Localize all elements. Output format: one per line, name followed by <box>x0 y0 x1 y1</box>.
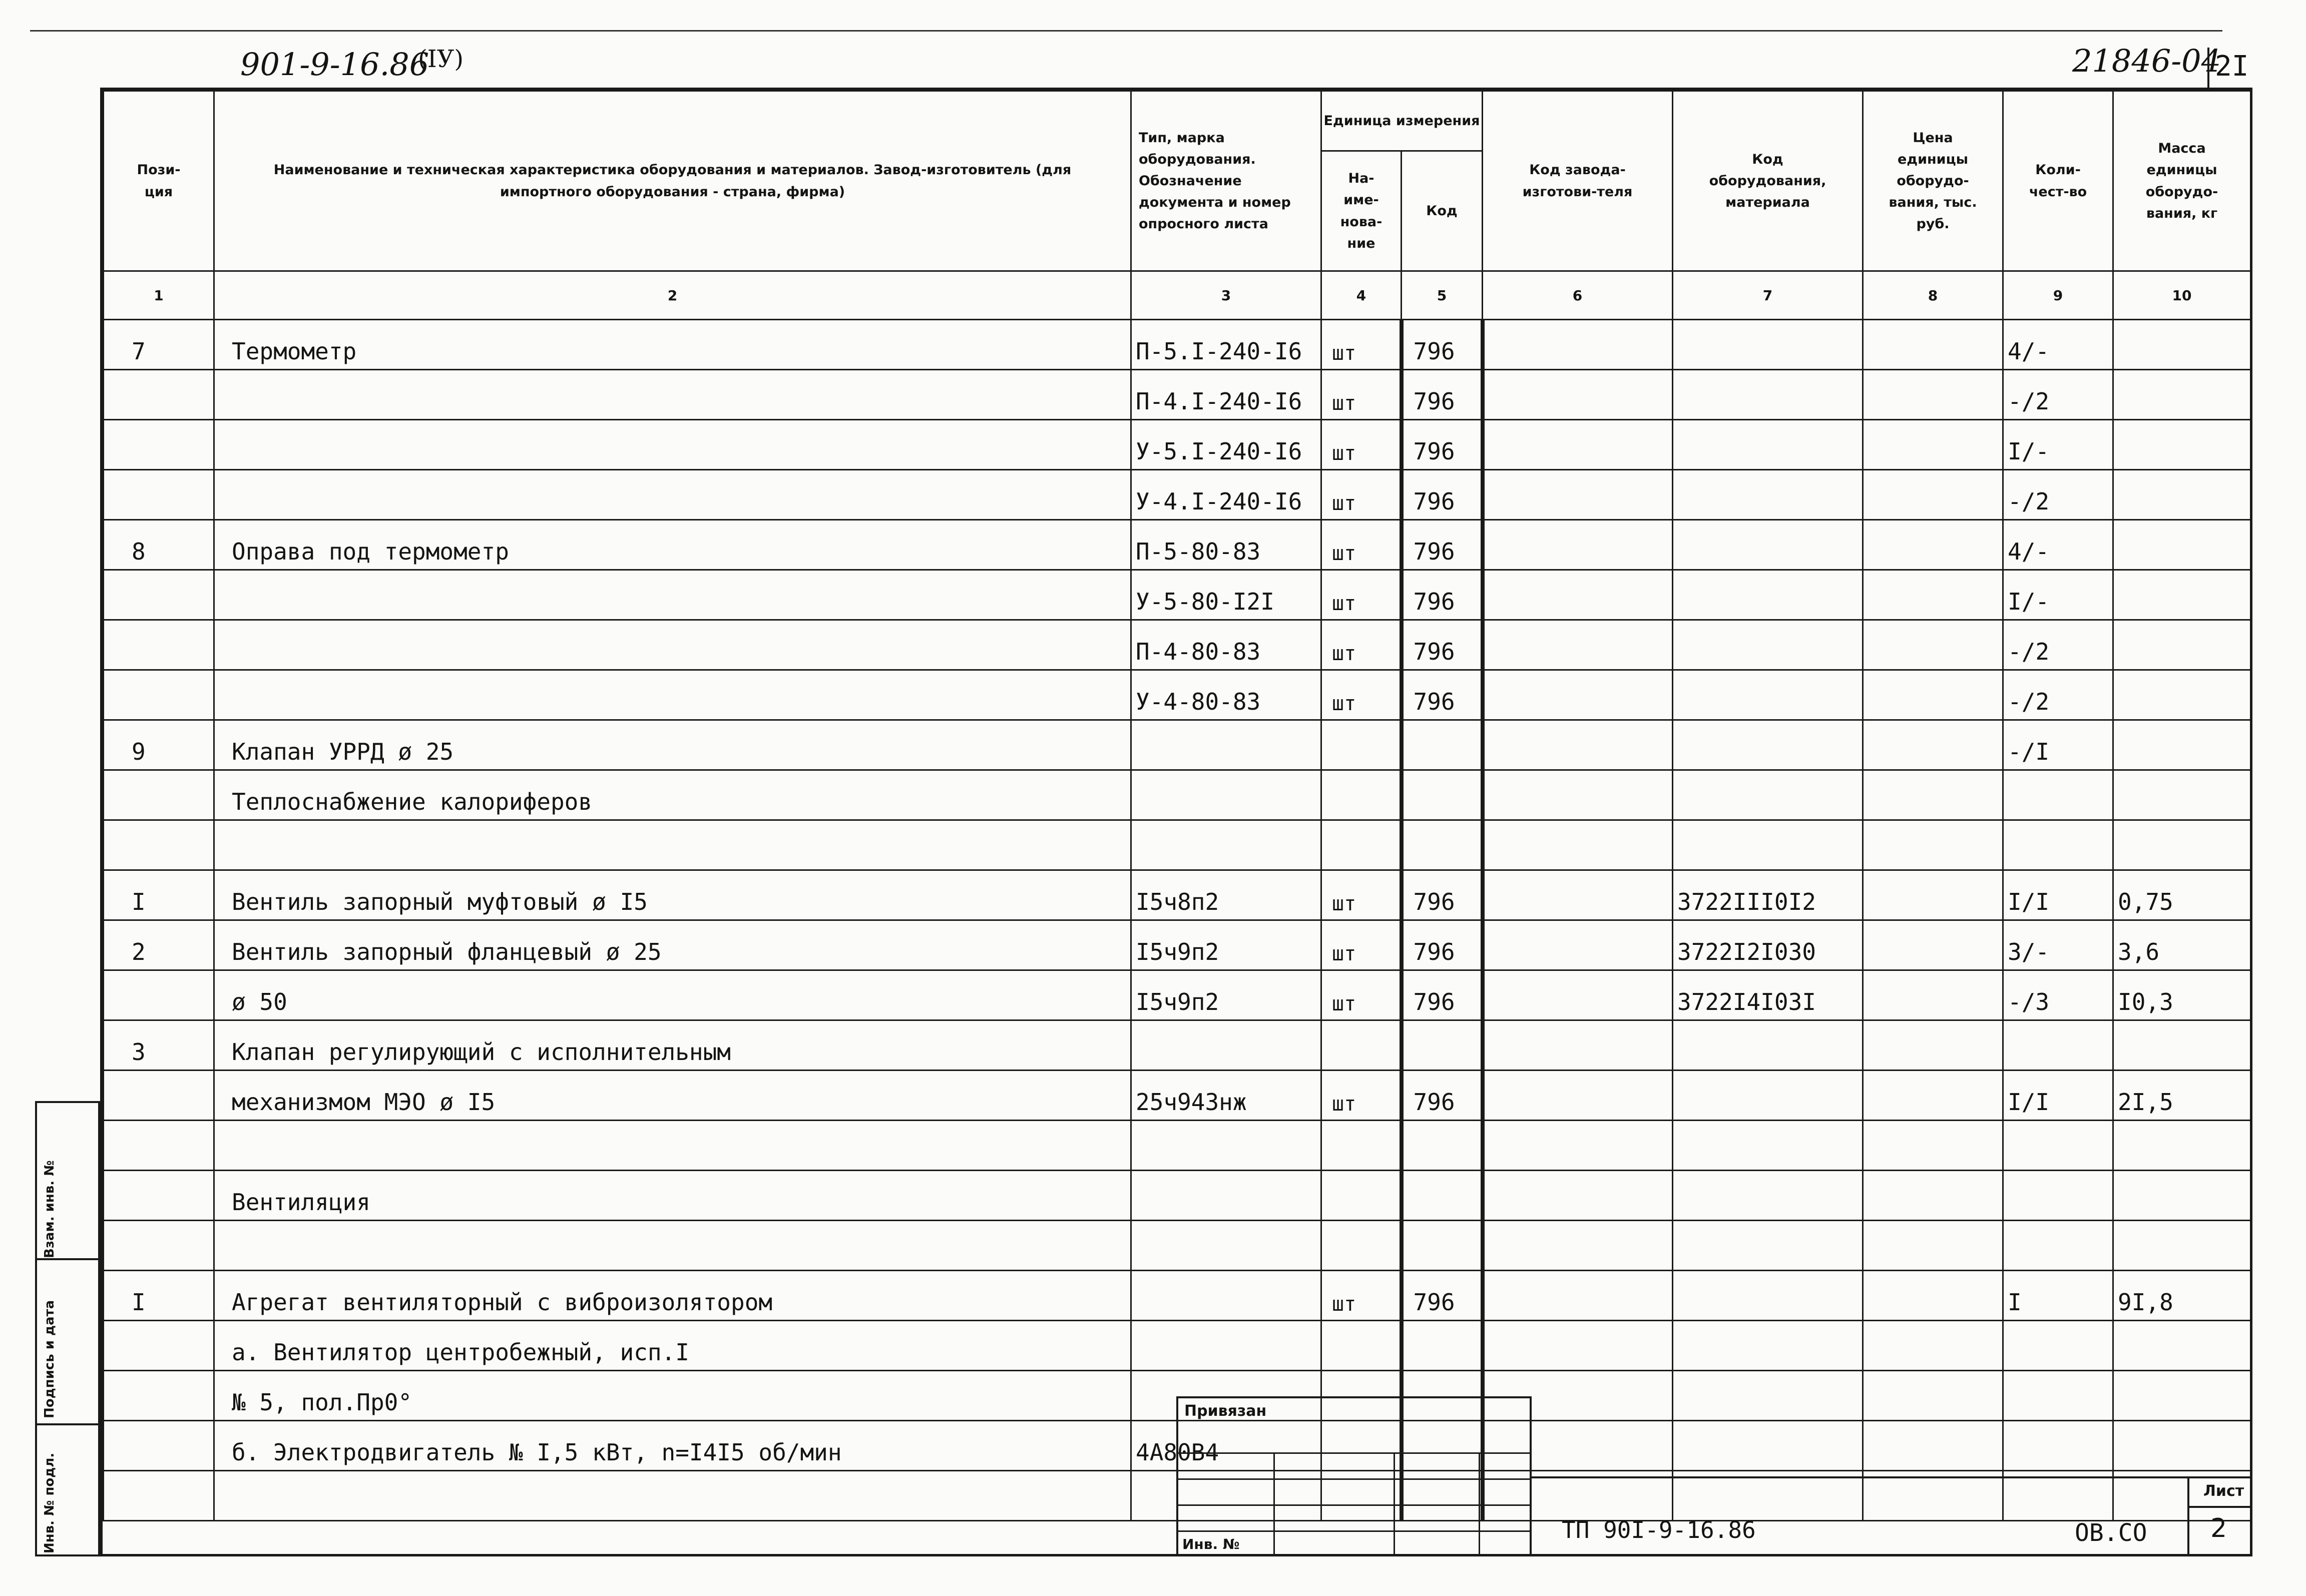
designation: ТП 90I-9-16.86 <box>1562 1516 1756 1543</box>
mass-cell <box>2113 370 2251 420</box>
mass-cell: 2I,5 <box>2113 1071 2251 1121</box>
equipment-code-cell <box>1673 670 1863 720</box>
quantity-cell <box>2003 770 2113 820</box>
page-number: 2I <box>2215 50 2249 83</box>
table-row <box>104 470 2251 520</box>
col-header-name: Наименование и техническая характеристика оборудования и материалов. Завод-изготовитель (для импортного оборудования - страна, фирма) <box>214 91 1131 271</box>
unit-code-cell: 796 <box>1402 420 1483 470</box>
unit-code-cell: 796 <box>1402 870 1483 920</box>
plant-code-cell <box>1483 420 1673 470</box>
price-cell <box>1863 770 2003 820</box>
stamp-grid-line <box>1178 1530 1530 1532</box>
price-cell <box>1863 920 2003 970</box>
unit-code-cell: 796 <box>1402 370 1483 420</box>
type-cell: I5ч8п2 <box>1131 870 1321 920</box>
mass-cell: 3,6 <box>2113 920 2251 970</box>
top-rule <box>30 30 2222 32</box>
type-cell <box>1131 820 1321 870</box>
price-cell <box>1863 1221 2003 1271</box>
table-row <box>104 520 2251 570</box>
unit-cell: шт <box>1321 520 1402 570</box>
price-cell <box>1863 620 2003 670</box>
unit-code-cell: 796 <box>1402 620 1483 670</box>
plant-code-cell <box>1483 1121 1673 1171</box>
name-cell: Клапан регулирующий с исполнительным <box>214 1020 1131 1071</box>
mass-cell <box>2113 520 2251 570</box>
sheet-box <box>2187 1476 2252 1556</box>
mass-cell <box>2113 1371 2251 1421</box>
unit-cell: шт <box>1321 370 1402 420</box>
quantity-cell: I/I <box>2003 870 2113 920</box>
unit-cell <box>1321 1171 1402 1221</box>
quantity-cell: -/2 <box>2003 370 2113 420</box>
type-cell <box>1131 1121 1321 1171</box>
plant-code-cell <box>1483 1271 1673 1321</box>
unit-code-cell: 796 <box>1402 920 1483 970</box>
plant-code-cell <box>1483 820 1673 870</box>
position-cell <box>104 1421 214 1471</box>
plant-code-cell <box>1483 1071 1673 1121</box>
linked-stamp <box>1176 1396 1532 1556</box>
unit-code-cell: 796 <box>1402 1271 1483 1321</box>
col-header-unit-code: Код <box>1402 151 1483 271</box>
quantity-cell: -/3 <box>2003 970 2113 1020</box>
equipment-code-cell <box>1673 520 1863 570</box>
table-row <box>104 1221 2251 1271</box>
plant-code-cell <box>1483 1020 1673 1071</box>
position-cell <box>104 1471 214 1521</box>
type-cell <box>1131 1020 1321 1071</box>
side-stamp <box>35 1101 100 1556</box>
unit-cell <box>1321 720 1402 770</box>
spec-table <box>103 90 2251 1521</box>
equipment-code-cell <box>1673 1020 1863 1071</box>
mass-cell <box>2113 1421 2251 1471</box>
name-cell <box>214 470 1131 520</box>
equipment-code-cell <box>1673 370 1863 420</box>
col-header-equip: Код оборудования, материала <box>1673 91 1863 271</box>
table-row <box>104 420 2251 470</box>
album-code: 21846-04 <box>2072 43 2221 79</box>
table-row <box>104 870 2251 920</box>
quantity-cell <box>2003 1020 2113 1071</box>
doc-code: 901-9-16.86 <box>240 46 429 83</box>
position-cell <box>104 1171 214 1221</box>
mass-cell <box>2113 1020 2251 1071</box>
plant-code-cell <box>1483 1321 1673 1371</box>
price-cell <box>1863 670 2003 720</box>
table-row <box>104 820 2251 870</box>
unit-cell <box>1321 770 1402 820</box>
quantity-cell <box>2003 1371 2113 1421</box>
price-cell <box>1863 320 2003 370</box>
equipment-code-cell <box>1673 820 1863 870</box>
name-cell <box>214 370 1131 420</box>
position-cell <box>104 1371 214 1421</box>
table-row <box>104 1171 2251 1221</box>
name-cell: Вентиль запорный муфтовый ø I5 <box>214 870 1131 920</box>
equipment-code-cell <box>1673 1371 1863 1421</box>
name-cell: б. Электродвигатель № I,5 кВт, n=I4I5 об/мин <box>214 1421 1131 1471</box>
quantity-cell: -/2 <box>2003 470 2113 520</box>
table-row <box>104 620 2251 670</box>
col-number: 1 <box>104 271 214 320</box>
price-cell <box>1863 1371 2003 1421</box>
unit-code-cell <box>1402 820 1483 870</box>
table-row <box>104 720 2251 770</box>
name-cell: ø 50 <box>214 970 1131 1020</box>
table-row <box>104 670 2251 720</box>
plant-code-cell <box>1483 920 1673 970</box>
plant-code-cell <box>1483 970 1673 1020</box>
price-cell <box>1863 570 2003 620</box>
mark: ОВ.СО <box>2075 1519 2147 1547</box>
price-cell <box>1863 1071 2003 1121</box>
unit-cell: шт <box>1321 1271 1402 1321</box>
table-row <box>104 1271 2251 1321</box>
col-number: 3 <box>1131 271 1321 320</box>
unit-code-cell <box>1402 1321 1483 1371</box>
name-cell: Вентиляция <box>214 1171 1131 1221</box>
linked-label: Привязан <box>1184 1402 1267 1420</box>
name-cell: Вентиль запорный фланцевый ø 25 <box>214 920 1131 970</box>
equipment-code-cell: 3722I2I030 <box>1673 920 1863 970</box>
type-cell: П-4-80-83 <box>1131 620 1321 670</box>
unit-cell: шт <box>1321 1071 1402 1121</box>
quantity-cell: I/I <box>2003 1071 2113 1121</box>
quantity-cell <box>2003 820 2113 870</box>
position-cell <box>104 620 214 670</box>
name-cell <box>214 1221 1131 1271</box>
col-number: 9 <box>2003 271 2113 320</box>
mass-cell <box>2113 620 2251 670</box>
price-cell <box>1863 1321 2003 1371</box>
position-cell <box>104 1321 214 1371</box>
unit-code-cell: 796 <box>1402 570 1483 620</box>
unit-cell: шт <box>1321 470 1402 520</box>
price-cell <box>1863 1020 2003 1071</box>
quantity-cell: I/- <box>2003 570 2113 620</box>
position-cell: 9 <box>104 720 214 770</box>
stamp-grid-line <box>1178 1452 1530 1454</box>
unit-cell: шт <box>1321 420 1402 470</box>
quantity-cell: I/- <box>2003 420 2113 470</box>
unit-cell <box>1321 820 1402 870</box>
position-cell <box>104 570 214 620</box>
type-cell: П-5.I-240-I6 <box>1131 320 1321 370</box>
unit-cell: шт <box>1321 970 1402 1020</box>
mass-cell <box>2113 470 2251 520</box>
equipment-code-cell: 3722III0I2 <box>1673 870 1863 920</box>
type-cell <box>1131 1171 1321 1221</box>
inv-no-label: Инв. № <box>1182 1536 1240 1552</box>
spec-body <box>104 320 2251 1521</box>
table-row <box>104 320 2251 370</box>
position-cell: 2 <box>104 920 214 970</box>
mass-cell <box>2113 570 2251 620</box>
stamp-grid-line <box>1479 1452 1480 1556</box>
equipment-code-cell <box>1673 1171 1863 1221</box>
position-cell <box>104 820 214 870</box>
plant-code-cell <box>1483 370 1673 420</box>
name-cell <box>214 420 1131 470</box>
type-cell <box>1131 1221 1321 1271</box>
side-divider <box>37 1423 98 1425</box>
plant-code-cell <box>1483 320 1673 370</box>
name-cell: а. Вентилятор центробежный, исп.I <box>214 1321 1131 1371</box>
page-number-divider <box>2207 48 2209 88</box>
position-cell <box>104 770 214 820</box>
unit-code-cell: 796 <box>1402 320 1483 370</box>
mass-cell <box>2113 720 2251 770</box>
type-cell <box>1131 720 1321 770</box>
position-cell <box>104 1221 214 1271</box>
table-row <box>104 920 2251 970</box>
col-number: 4 <box>1321 271 1402 320</box>
equipment-code-cell <box>1673 1121 1863 1171</box>
price-cell <box>1863 520 2003 570</box>
type-cell <box>1131 1271 1321 1321</box>
price-cell <box>1863 370 2003 420</box>
unit-code-cell: 796 <box>1402 520 1483 570</box>
unit-cell <box>1321 1221 1402 1271</box>
equipment-code-cell <box>1673 720 1863 770</box>
name-cell: Клапан УРРД ø 25 <box>214 720 1131 770</box>
name-cell <box>214 570 1131 620</box>
unit-cell: шт <box>1321 320 1402 370</box>
plant-code-cell <box>1483 520 1673 570</box>
type-cell: 25ч943нж <box>1131 1071 1321 1121</box>
equipment-code-cell <box>1673 470 1863 520</box>
col-number: 2 <box>214 271 1131 320</box>
unit-cell: шт <box>1321 870 1402 920</box>
unit-cell: шт <box>1321 570 1402 620</box>
unit-code-cell: 796 <box>1402 1071 1483 1121</box>
unit-code-cell <box>1402 1171 1483 1221</box>
position-cell: I <box>104 870 214 920</box>
type-cell: У-4.I-240-I6 <box>1131 470 1321 520</box>
unit-code-cell <box>1402 1020 1483 1071</box>
type-cell <box>1131 770 1321 820</box>
equipment-code-cell <box>1673 1321 1863 1371</box>
position-cell: I <box>104 1271 214 1321</box>
position-cell <box>104 1121 214 1171</box>
position-cell <box>104 1071 214 1121</box>
equipment-code-cell <box>1673 1071 1863 1121</box>
side-vzam-label: Взам. инв. № <box>42 1160 57 1258</box>
col-header-mass: Масса единицы оборудо-вания, кг <box>2113 91 2251 271</box>
col-header-unit-name: На-име-нова-ние <box>1321 151 1402 271</box>
unit-cell: шт <box>1321 920 1402 970</box>
col-number: 8 <box>1863 271 2003 320</box>
mass-cell <box>2113 1171 2251 1221</box>
quantity-cell: -/I <box>2003 720 2113 770</box>
name-cell <box>214 620 1131 670</box>
name-cell <box>214 820 1131 870</box>
stamp-grid-line <box>1178 1504 1530 1506</box>
sheet-number: 2 <box>2210 1513 2227 1543</box>
mass-cell <box>2113 1121 2251 1171</box>
sheet-label: Лист <box>2203 1482 2244 1500</box>
mass-cell <box>2113 420 2251 470</box>
type-cell: П-4.I-240-I6 <box>1131 370 1321 420</box>
mass-cell <box>2113 320 2251 370</box>
quantity-cell: I <box>2003 1271 2113 1321</box>
quantity-cell: -/2 <box>2003 670 2113 720</box>
position-cell: 3 <box>104 1020 214 1071</box>
type-cell: 4А80В4 <box>1131 1421 1321 1471</box>
col-header-price: Цена единицы оборудо-вания, тыс. руб. <box>1863 91 2003 271</box>
price-cell <box>1863 970 2003 1020</box>
unit-code-cell <box>1402 720 1483 770</box>
quantity-cell <box>2003 1421 2113 1471</box>
unit-code-cell <box>1402 1121 1483 1171</box>
plant-code-cell <box>1483 870 1673 920</box>
name-cell: Оправа под термометр <box>214 520 1131 570</box>
unit-cell: шт <box>1321 620 1402 670</box>
mass-cell: 0,75 <box>2113 870 2251 920</box>
price-cell <box>1863 720 2003 770</box>
col-header-unit: Единица измерения <box>1321 91 1483 151</box>
name-cell <box>214 1471 1131 1521</box>
stamp-grid-line <box>1394 1452 1395 1556</box>
quantity-cell: 4/- <box>2003 520 2113 570</box>
col-header-qty: Коли-чест-во <box>2003 91 2113 271</box>
name-cell: № 5, пол.Пр0° <box>214 1371 1131 1421</box>
equipment-code-cell <box>1673 770 1863 820</box>
stamp-grid-line <box>1178 1478 1530 1480</box>
quantity-cell: 4/- <box>2003 320 2113 370</box>
plant-code-cell <box>1483 570 1673 620</box>
equipment-code-cell <box>1673 570 1863 620</box>
unit-cell <box>1321 1020 1402 1071</box>
plant-code-cell <box>1483 620 1673 670</box>
price-cell <box>1863 820 2003 870</box>
quantity-cell <box>2003 1121 2113 1171</box>
spec-frame <box>100 88 2252 1556</box>
position-cell <box>104 470 214 520</box>
position-cell: 8 <box>104 520 214 570</box>
table-row <box>104 1321 2251 1371</box>
unit-code-cell <box>1402 770 1483 820</box>
unit-code-cell <box>1402 1221 1483 1271</box>
equipment-code-cell <box>1673 1221 1863 1271</box>
name-cell: Агрегат вентиляторный с виброизолятором <box>214 1271 1131 1321</box>
plant-code-cell <box>1483 670 1673 720</box>
type-cell: У-5.I-240-I6 <box>1131 420 1321 470</box>
col-number: 6 <box>1483 271 1673 320</box>
type-cell: I5ч9п2 <box>1131 970 1321 1020</box>
type-cell: У-4-80-83 <box>1131 670 1321 720</box>
plant-code-cell <box>1483 720 1673 770</box>
equipment-code-cell <box>1673 620 1863 670</box>
mass-cell: I0,3 <box>2113 970 2251 1020</box>
doc-variant: (IУ) <box>418 45 464 73</box>
position-cell: 7 <box>104 320 214 370</box>
quantity-cell: 3/- <box>2003 920 2113 970</box>
price-cell <box>1863 1171 2003 1221</box>
mass-cell <box>2113 820 2251 870</box>
quantity-cell <box>2003 1321 2113 1371</box>
name-cell: Термометр <box>214 320 1131 370</box>
table-row <box>104 1121 2251 1171</box>
price-cell <box>1863 870 2003 920</box>
position-cell <box>104 370 214 420</box>
title-block-top-line <box>1532 1476 2252 1478</box>
position-cell <box>104 970 214 1020</box>
name-cell: Теплоснабжение калориферов <box>214 770 1131 820</box>
col-number: 5 <box>1402 271 1483 320</box>
unit-code-cell: 796 <box>1402 470 1483 520</box>
table-row <box>104 1020 2251 1071</box>
equipment-code-cell <box>1673 420 1863 470</box>
equipment-code-cell <box>1673 1271 1863 1321</box>
quantity-cell: -/2 <box>2003 620 2113 670</box>
price-cell <box>1863 1421 2003 1471</box>
unit-cell <box>1321 1321 1402 1371</box>
equipment-code-cell <box>1673 1421 1863 1471</box>
side-divider <box>37 1258 98 1260</box>
name-cell <box>214 1121 1131 1171</box>
stamp-grid-line <box>1273 1452 1275 1556</box>
price-cell <box>1863 1121 2003 1171</box>
side-sign-label: Подпись и дата <box>42 1300 57 1418</box>
name-cell <box>214 670 1131 720</box>
position-cell <box>104 420 214 470</box>
col-header-type: Тип, марка оборудования. Обозначение документа и номер опросного листа <box>1131 91 1321 271</box>
equipment-code-cell: 3722I4I03I <box>1673 970 1863 1020</box>
name-cell: механизмом МЭО ø I5 <box>214 1071 1131 1121</box>
table-row <box>104 770 2251 820</box>
mass-cell <box>2113 770 2251 820</box>
type-cell <box>1131 1321 1321 1371</box>
equipment-code-cell <box>1673 320 1863 370</box>
plant-code-cell <box>1483 770 1673 820</box>
col-header-pos: Пози-ция <box>104 91 214 271</box>
quantity-cell <box>2003 1171 2113 1221</box>
mass-cell <box>2113 1321 2251 1371</box>
position-cell <box>104 670 214 720</box>
table-row <box>104 1071 2251 1121</box>
mass-cell <box>2113 670 2251 720</box>
type-cell: I5ч9п2 <box>1131 920 1321 970</box>
table-row <box>104 370 2251 420</box>
price-cell <box>1863 470 2003 520</box>
col-number: 10 <box>2113 271 2251 320</box>
quantity-cell <box>2003 1221 2113 1271</box>
unit-cell: шт <box>1321 670 1402 720</box>
unit-code-cell: 796 <box>1402 670 1483 720</box>
mass-cell: 9I,8 <box>2113 1271 2251 1321</box>
plant-code-cell <box>1483 1221 1673 1271</box>
plant-code-cell <box>1483 470 1673 520</box>
side-inv-label: Инв. № подл. <box>42 1452 57 1553</box>
plant-code-cell <box>1483 1171 1673 1221</box>
price-cell <box>1863 1271 2003 1321</box>
sheet-divider <box>2189 1506 2250 1508</box>
price-cell <box>1863 420 2003 470</box>
type-cell: У-5-80-I2I <box>1131 570 1321 620</box>
type-cell: П-5-80-83 <box>1131 520 1321 570</box>
mass-cell <box>2113 1221 2251 1271</box>
col-header-plant: Код завода-изготови-теля <box>1483 91 1673 271</box>
table-row <box>104 570 2251 620</box>
col-number: 7 <box>1673 271 1863 320</box>
unit-cell <box>1321 1121 1402 1171</box>
table-row <box>104 970 2251 1020</box>
unit-code-cell: 796 <box>1402 970 1483 1020</box>
